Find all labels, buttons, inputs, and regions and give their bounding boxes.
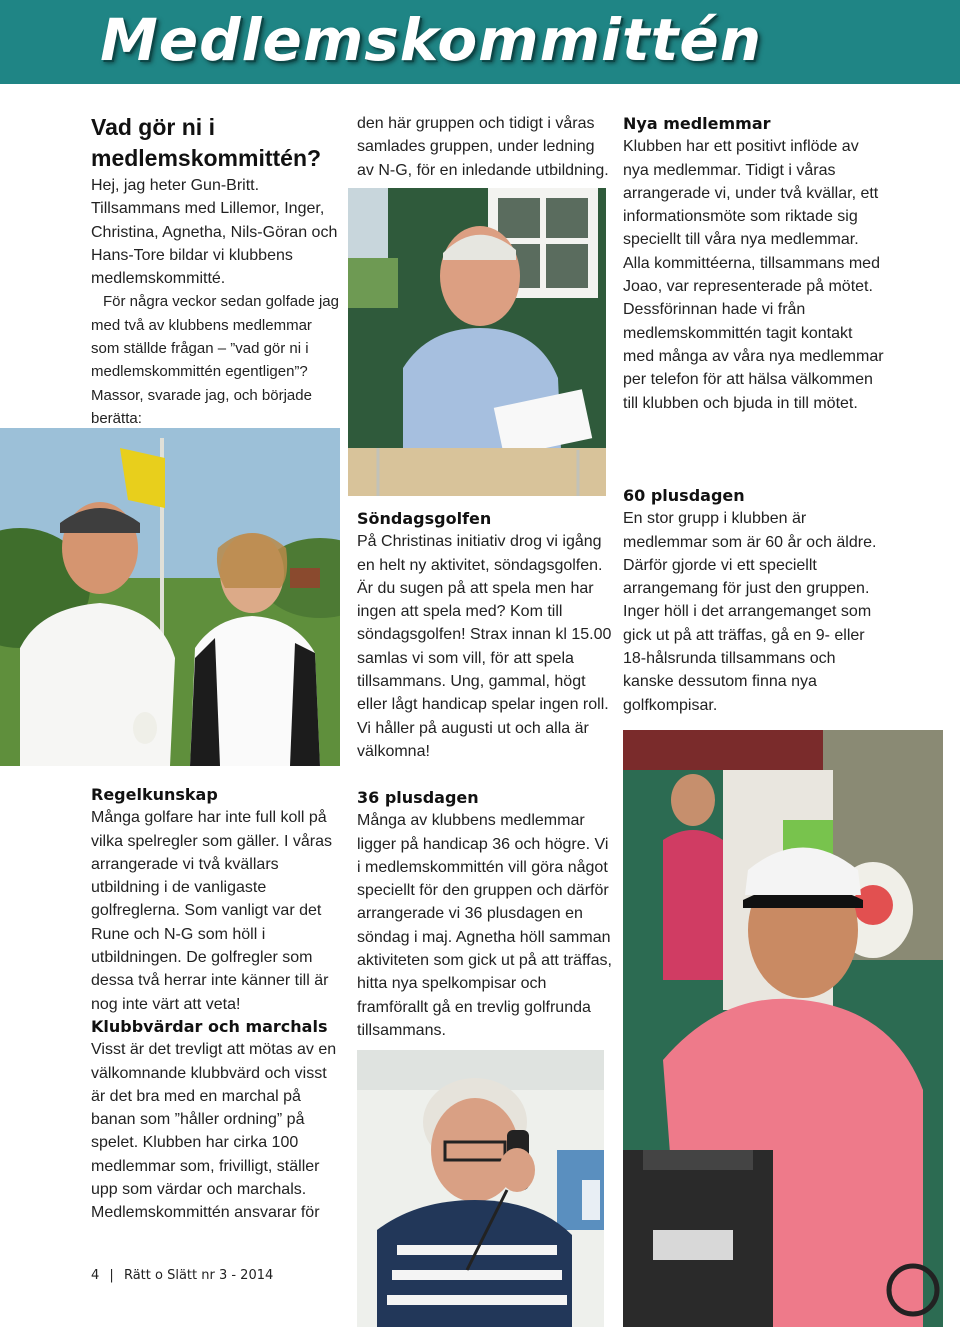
intro-heading: Vad gör ni i medlemskommittén?: [91, 114, 322, 171]
photo-two-women-golf-flag: [0, 428, 340, 766]
col2-intro-continuation: [357, 112, 612, 182]
photo-man-with-clipboard: [348, 188, 606, 496]
sondagsgolfen-section: [357, 507, 612, 763]
col2-intro-paragraph: den här gruppen och tidigt i våras samlades gruppen, under ledning av N-G, för en inledande utbildning.: [357, 115, 609, 179]
footer-separator: |: [109, 1268, 114, 1283]
page-footer: [91, 1268, 273, 1283]
sondagsgolfen-heading: Söndagsgolfen: [357, 509, 492, 528]
page-number: 4: [91, 1268, 100, 1283]
sondagsgolfen-text: På Christinas initiativ drog vi igång en helt ny aktivitet, söndagsgolfen. Är du sugen på att spela men har ingen att spela med? Kom till söndagsgolfen! Strax innan kl 15.00 samlas vi som vill, för att spela tillsammans. Ung, gammal, högt eller lågt handicap spelar ingen roll. Vi håller på augusti ut och alla är välkomna!: [357, 533, 612, 760]
intro-paragraph-2: För några veckor sedan golfade jag med två av klubbens medlemmar som ställde frågan – ”vad gör ni i medlemskommittén egentligen”?: [91, 293, 339, 381]
sextio-plusdagen-text: En stor grupp i klubben är medlemmar som är 60 år och äldre. Därför gjorde vi ett speciellt arrangemang för just den gruppen. Inger höll i det arrangemanget som gick ut på att träffas, gå en 9- eller 18-hålsrunda tillsammans och kanske dessutom finna nya golfkompisar.: [623, 510, 877, 714]
klubbvardar-heading: Klubbvärdar och marchals: [91, 1017, 328, 1036]
nya-medlemmar-heading: Nya medlemmar: [623, 114, 771, 133]
page-title: Medlemskommittén: [100, 6, 762, 74]
intro-paragraph-1: Hej, jag heter Gun-Britt. Tillsammans med Lillemor, Inger, Christina, Agnetha, Nils-Göran och Hans-Tore bildar vi klubbens medlemskommitté.: [91, 177, 338, 288]
sextio-plusdagen-section: [623, 484, 885, 717]
regelkunskap-text: Många golfare har inte full koll på vilka spelregler som gäller. I våras arrangerade vi två kvällars utbildning i de vanligaste golfreglerna. Som vanligt var det Rune och N-G som höll i utbildningen. De golfregler som dessa två herrar inte känner till är nog inte värt att veta!: [91, 809, 332, 1013]
intro-paragraph-3: Massor, svarade jag, och började berätta:: [91, 386, 312, 427]
nya-medlemmar-text: Klubben har ett positivt inflöde av nya medlemmar. Tidigt i våras arrangerade vi, under två kvällar, ett informationsmöte som riktade sig speciellt till våra nya medlemmar. Alla kommittéerna, tillsammans med Joao, var representerade på mötet. Dessförinnan hade vi från medlemskommittén tagit kontakt med många av våra nya medlemmar per telefon för att hälsa välkommen till klubben och bjuda in till mötet.: [623, 138, 884, 412]
sextio-plusdagen-heading: 60 plusdagen: [623, 486, 745, 505]
header-banner: [0, 0, 960, 84]
klubbvardar-text: Visst är det trevligt att mötas av en välkomnande klubbvärd och visst är det bra med en marchal på banan som ”håller ordning” på spelet. Klubben har cirka 100 medlemmar som, frivilligt, ställer upp som värdar och marchals. Medlemskommittén ansvarar för: [91, 1041, 337, 1222]
nya-medlemmar-section: [623, 112, 885, 415]
regelkunskap-section: [91, 783, 341, 1016]
trettiosex-plusdagen-section: [357, 786, 612, 1042]
publication-name: Rätt o Slätt nr 3 - 2014: [123, 1268, 274, 1283]
trettiosex-plusdagen-text: Många av klubbens medlemmar ligger på handicap 36 och högre. Vi i medlemskommittén vill göra något speciellt för den gruppen och därför arrangerade vi 36 plusdagen en söndag i maj. Agnetha höll samman aktiviteten som gick ut på att träffas, hitta nya spelkompisar och framförallt gå en trevlig golfrunda tillsammans.: [357, 812, 612, 1039]
intro-section: [91, 112, 341, 430]
klubbvardar-section: [91, 1015, 341, 1225]
trettiosex-plusdagen-heading: 36 plusdagen: [357, 788, 479, 807]
regelkunskap-heading: Regelkunskap: [91, 785, 218, 804]
photo-man-pink-shirt-golfbag: [623, 730, 943, 1327]
photo-woman-on-phone: [357, 1050, 604, 1327]
